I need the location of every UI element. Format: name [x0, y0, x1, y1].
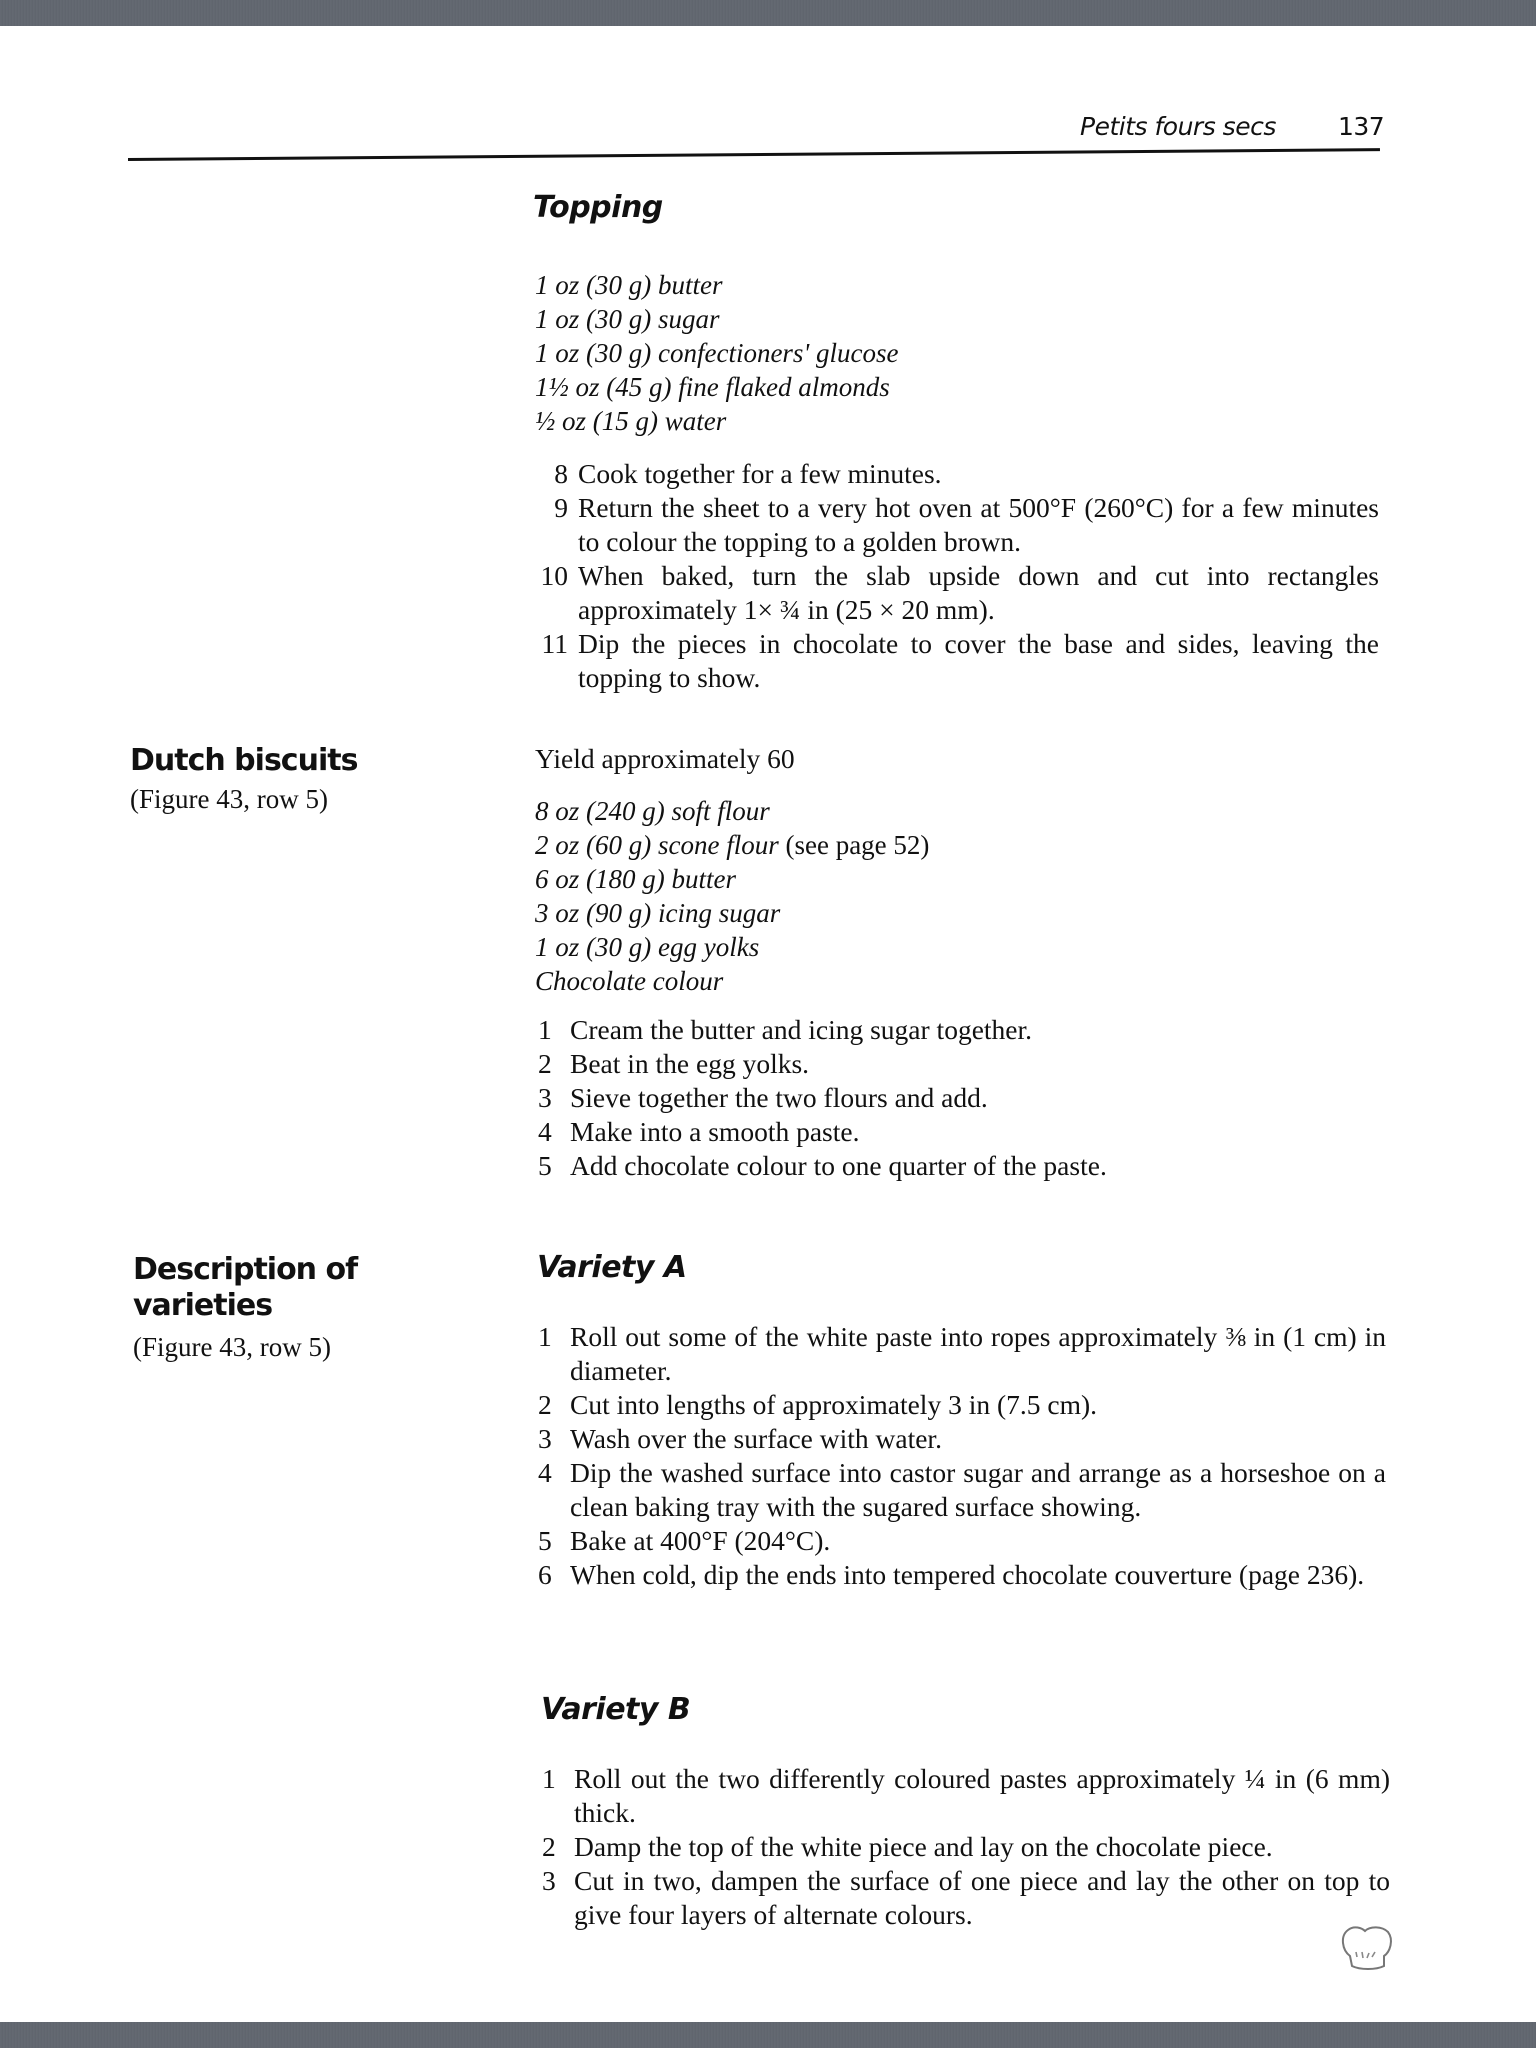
- step-number: 5: [538, 1150, 552, 1181]
- step-number: 11: [541, 628, 568, 659]
- ingredient-item: 1½ oz (45 g) fine flaked almonds: [535, 372, 890, 402]
- ingredient-item: [535, 862, 929, 896]
- ingredient-item: [535, 828, 929, 862]
- step-number: 2: [538, 1048, 552, 1079]
- ingredient-item: 1 oz (30 g) sugar: [535, 304, 720, 334]
- step-text: Cut into lengths of approximately 3 in (7.5 cm).: [570, 1389, 1097, 1420]
- variety-a-method-list: [538, 1320, 1386, 1592]
- step-text: Dip the pieces in chocolate to cover the base and sides, leaving the topping to show.: [578, 628, 1379, 693]
- step-text: Return the sheet to a very hot oven at 500°F (260°C) for a few minutes to colour the topping to a golden brown.: [578, 492, 1379, 557]
- ingredient-text: 2 oz (60 g) scone flour: [535, 830, 779, 860]
- varieties-title-line1: Description of: [133, 1252, 358, 1287]
- step-number: 3: [538, 1082, 552, 1113]
- topping-heading: Topping: [533, 190, 663, 225]
- step-number: 6: [538, 1559, 552, 1590]
- step-number: 3: [542, 1865, 556, 1896]
- ingredient-item: [535, 964, 929, 998]
- varieties-title: [133, 1252, 357, 1324]
- step-number: 3: [538, 1423, 552, 1454]
- variety-b-heading: Variety B: [541, 1692, 691, 1727]
- method-step: [542, 1830, 1390, 1864]
- step-number: 8: [554, 458, 568, 489]
- ingredient-item: [535, 794, 929, 828]
- method-step: [534, 559, 1379, 627]
- method-step: [538, 1115, 1383, 1149]
- dutch-biscuits-figure-ref: (Figure 43, row 5): [130, 784, 328, 814]
- viewer-bottom-frame: [0, 2022, 1536, 2048]
- varieties-title-line2: varieties: [133, 1288, 273, 1323]
- step-number: 2: [538, 1389, 552, 1420]
- step-number: 1: [542, 1763, 556, 1794]
- yield-text: Yield approximately 60: [535, 743, 795, 774]
- method-step: [538, 1388, 1386, 1422]
- step-number: 1: [538, 1014, 552, 1045]
- step-number: 9: [554, 492, 568, 523]
- page-number: 137: [1338, 112, 1385, 141]
- ingredient-text: 8 oz (240 g) soft flour: [535, 796, 770, 826]
- method-step: [542, 1864, 1390, 1932]
- step-text: When cold, dip the ends into tempered chocolate couverture (page 236).: [570, 1559, 1365, 1590]
- step-number: 10: [540, 560, 568, 591]
- step-number: 4: [538, 1457, 552, 1488]
- method-step: [538, 1320, 1386, 1388]
- ingredient-text: 3 oz (90 g) icing sugar: [535, 898, 781, 928]
- step-text: Beat in the egg yolks.: [570, 1048, 810, 1079]
- variety-b-method-list: [542, 1762, 1390, 1932]
- ingredient-item: 1 oz (30 g) confectioners' glucose: [535, 338, 899, 368]
- topping-ingredient-list: [535, 268, 898, 438]
- dutch-biscuits-title: Dutch biscuits: [130, 743, 358, 778]
- step-text: Roll out some of the white paste into ropes approximately ⅜ in (1 cm) in diameter.: [570, 1321, 1386, 1386]
- step-text: When baked, turn the slab upside down and cut into rectangles approximately 1× ¾ in (25 × 20 mm).: [578, 560, 1379, 625]
- method-step: [534, 457, 1379, 491]
- step-text: Damp the top of the white piece and lay on the chocolate piece.: [574, 1831, 1273, 1862]
- step-text: Cut in two, dampen the surface of one piece and lay the other on top to give four layers of alternate colours.: [574, 1865, 1390, 1930]
- header-rule: [128, 148, 1380, 161]
- method-step: [538, 1047, 1383, 1081]
- method-step: [538, 1081, 1383, 1115]
- method-step: [538, 1456, 1386, 1524]
- method-step: [534, 491, 1379, 559]
- ingredient-item: [535, 930, 929, 964]
- method-step: [538, 1422, 1386, 1456]
- step-number: 4: [538, 1116, 552, 1147]
- step-text: Sieve together the two flours and add.: [570, 1082, 988, 1113]
- dutch-biscuits-method-list: [538, 1013, 1383, 1183]
- step-number: 2: [542, 1831, 556, 1862]
- step-text: Wash over the surface with water.: [570, 1423, 942, 1454]
- step-text: Make into a smooth paste.: [570, 1116, 860, 1147]
- method-step: [534, 627, 1379, 695]
- ingredient-item: [535, 896, 929, 930]
- step-number: 1: [538, 1321, 552, 1352]
- chef-hat-icon: [1338, 1922, 1394, 1974]
- method-step: [538, 1149, 1383, 1183]
- step-text: Bake at 400°F (204°C).: [570, 1525, 831, 1556]
- viewer-top-frame: [0, 0, 1536, 26]
- method-step: [538, 1524, 1386, 1558]
- ingredient-text: Chocolate colour: [535, 966, 724, 996]
- ingredient-text: 1 oz (30 g) egg yolks: [535, 932, 760, 962]
- ingredient-item: 1 oz (30 g) butter: [535, 270, 723, 300]
- method-step: [542, 1762, 1390, 1830]
- method-step: [538, 1013, 1383, 1047]
- variety-a-heading: Variety A: [537, 1250, 687, 1285]
- step-text: Cream the butter and icing sugar together.: [570, 1014, 1033, 1045]
- step-text: Cook together for a few minutes.: [578, 458, 942, 489]
- running-title: Petits fours secs: [1080, 112, 1276, 141]
- step-text: Add chocolate colour to one quarter of the paste.: [570, 1150, 1107, 1181]
- ingredient-text: 6 oz (180 g) butter: [535, 864, 736, 894]
- ingredient-note: (see page 52): [778, 830, 930, 860]
- topping-method-list: [534, 457, 1379, 695]
- step-number: 5: [538, 1525, 552, 1556]
- ingredient-item: ½ oz (15 g) water: [535, 406, 727, 436]
- varieties-figure-ref: (Figure 43, row 5): [133, 1332, 331, 1362]
- step-text: Roll out the two differently coloured pastes approximately ¼ in (6 mm) thick.: [574, 1763, 1390, 1828]
- step-text: Dip the washed surface into castor sugar and arrange as a horseshoe on a clean baking tray with the sugared surface showing.: [570, 1457, 1386, 1522]
- method-step: [538, 1558, 1386, 1592]
- dutch-biscuits-ingredient-list: [535, 794, 929, 998]
